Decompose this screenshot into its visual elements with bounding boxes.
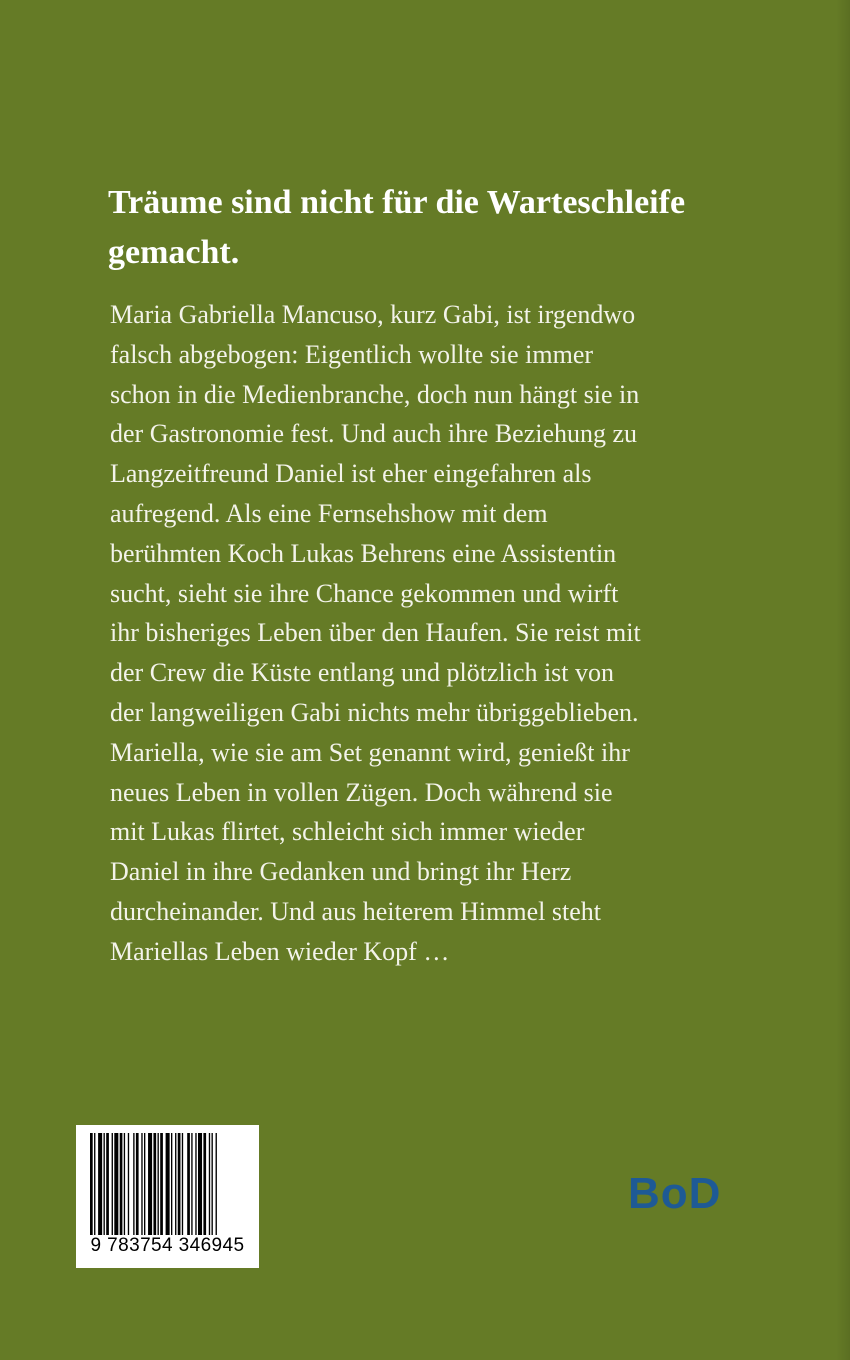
headline <box>108 178 748 278</box>
blurb-line: durcheinander. Und aus heiterem Himmel steht <box>110 896 601 926</box>
barcode-bar <box>148 1133 152 1235</box>
barcode-bar <box>195 1133 196 1235</box>
blurb-text <box>110 295 750 972</box>
headline-line: gemacht. <box>108 234 240 271</box>
blurb-line: der Gastronomie fest. Und auch ihre Beziehung zu <box>110 419 638 449</box>
barcode-bar <box>212 1133 213 1235</box>
barcode-bar <box>191 1133 192 1235</box>
barcode-bar <box>144 1133 145 1235</box>
blurb-line: neues Leben in vollen Zügen. Doch während sie <box>110 777 613 807</box>
barcode-bar <box>171 1133 172 1235</box>
barcode-bar <box>198 1133 202 1235</box>
blurb-line: ihr bisheriges Leben über den Haufen. Sie reist mit <box>110 618 641 648</box>
headline-line: Träume sind nicht für die Warteschleife <box>108 184 686 221</box>
barcode-bar <box>136 1133 139 1235</box>
barcode-bar <box>90 1133 93 1235</box>
barcode-bar <box>124 1133 125 1235</box>
barcode-bar <box>128 1133 129 1235</box>
barcode-bar <box>178 1133 181 1235</box>
barcode-bar <box>209 1133 210 1235</box>
barcode-bars <box>90 1133 245 1235</box>
barcode-bar <box>175 1133 176 1235</box>
blurb-line: sucht, sieht sie ihre Chance gekommen und wirft <box>110 578 619 608</box>
barcode-bar <box>112 1133 113 1235</box>
blurb-line: schon in die Medienbranche, doch nun hängt sie in <box>110 379 640 409</box>
barcode-bar <box>166 1133 170 1235</box>
blurb-line: Mariella, wie sie am Set genannt wird, genießt ihr <box>110 737 630 767</box>
barcode-bar <box>94 1133 95 1235</box>
blurb-line: der langweiligen Gabi nichts mehr übriggeblieben. <box>110 697 639 727</box>
blurb-line: mit Lukas flirtet, schleicht sich immer wieder <box>110 817 585 847</box>
cover-edge-shade <box>836 0 850 1360</box>
blurb-line: Langzeitfreund Daniel ist eher eingefahren als <box>110 459 592 489</box>
barcode-bar <box>153 1133 156 1235</box>
blurb-line: Daniel in ihre Gedanken und bringt ihr Herz <box>110 857 572 887</box>
barcode-bar <box>104 1133 105 1235</box>
barcode-bar <box>106 1133 109 1235</box>
isbn-barcode <box>76 1125 259 1268</box>
blurb-line: Mariellas Leben wieder Kopf … <box>110 936 450 966</box>
barcode-bar <box>160 1133 163 1235</box>
barcode-bar <box>182 1133 183 1235</box>
barcode-bar <box>133 1133 134 1235</box>
barcode-bar <box>114 1133 118 1235</box>
blurb-line: aufregend. Als eine Fernsehshow mit dem <box>110 498 548 528</box>
publisher-logo: BoD <box>628 1169 722 1218</box>
blurb-line: der Crew die Küste entlang und plötzlich ist von <box>110 658 615 688</box>
blurb-line: berühmten Koch Lukas Behrens eine Assistentin <box>110 538 617 568</box>
barcode-bar <box>216 1133 217 1235</box>
barcode-bar <box>141 1133 142 1235</box>
barcode-bar <box>203 1133 206 1235</box>
blurb-line: falsch abgebogen: Eigentlich wollte sie immer <box>110 339 594 369</box>
blurb-line: Maria Gabriella Mancuso, kurz Gabi, ist irgendwo <box>110 300 636 329</box>
isbn-number: 9 783754 346945 <box>90 1235 245 1256</box>
barcode-bar <box>98 1133 102 1235</box>
barcode-bar <box>187 1133 190 1235</box>
barcode-bar <box>158 1133 159 1235</box>
barcode-bar <box>120 1133 123 1235</box>
